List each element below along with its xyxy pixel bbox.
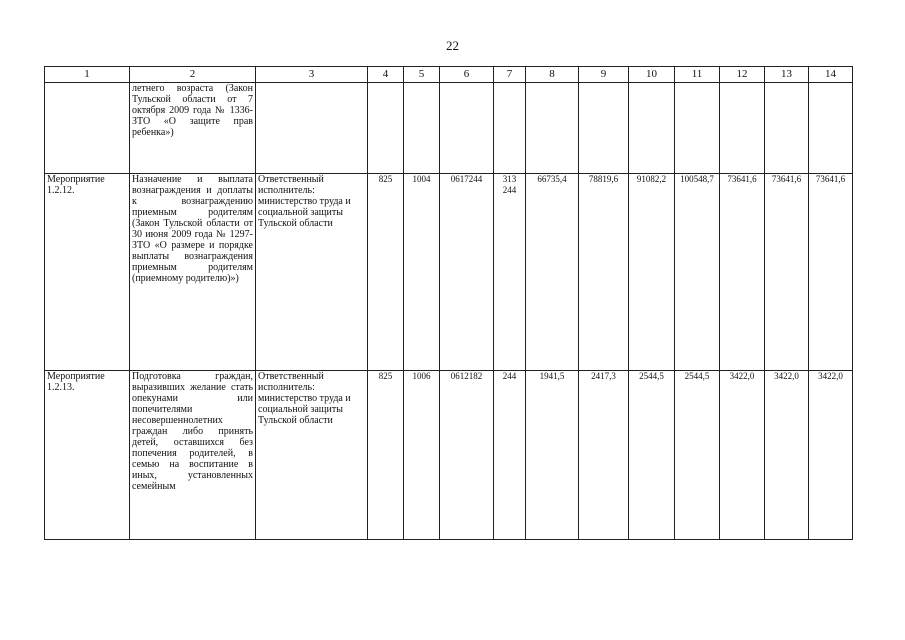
table-row: [45, 371, 853, 540]
header-cell-10: 10: [629, 67, 675, 83]
header-cell-2: 2: [130, 67, 256, 83]
header-row: [45, 67, 853, 83]
expense-type-cell: [494, 83, 526, 174]
section-cell: 1004: [404, 174, 440, 371]
amount-cell-11: 100548,7: [675, 174, 720, 371]
section-cell: [404, 83, 440, 174]
amount-cell-12: 73641,6: [720, 174, 765, 371]
expense-type-cell: 313 244: [494, 174, 526, 371]
amount-cell-10: [629, 83, 675, 174]
target-article-cell: 0617244: [440, 174, 494, 371]
amount-cell-11: [675, 83, 720, 174]
header-cell-7: 7: [494, 67, 526, 83]
amount-cell-13: [765, 83, 809, 174]
amount-cell-10: 2544,5: [629, 371, 675, 540]
amount-cell-9: [579, 83, 629, 174]
header-cell-3: 3: [256, 67, 368, 83]
grbs-cell: 825: [368, 371, 404, 540]
amount-cell-9: 78819,6: [579, 174, 629, 371]
description-cell: Подготовка граждан, выразивших желание стать опекунами или попечителями несовершеннолетних граждан либо принять детей, оставшихся без попечения родителей, в семью на воспитание в иных, установленных семейным: [130, 371, 256, 540]
header-cell-8: 8: [526, 67, 579, 83]
amount-cell-13: 73641,6: [765, 174, 809, 371]
amount-cell-13: 3422,0: [765, 371, 809, 540]
amount-cell-12: [720, 83, 765, 174]
activity-cell: Мероприятие 1.2.12.: [45, 174, 130, 371]
header-cell-5: 5: [404, 67, 440, 83]
header-cell-4: 4: [368, 67, 404, 83]
grbs-cell: 825: [368, 174, 404, 371]
amount-cell-12: 3422,0: [720, 371, 765, 540]
amount-cell-9: 2417,3: [579, 371, 629, 540]
page-number: 22: [446, 38, 459, 53]
amount-cell-8: 66735,4: [526, 174, 579, 371]
amount-cell-10: 91082,2: [629, 174, 675, 371]
section-cell: 1006: [404, 371, 440, 540]
header-cell-12: 12: [720, 67, 765, 83]
header-cell-14: 14: [809, 67, 853, 83]
header-cell-6: 6: [440, 67, 494, 83]
amount-cell-14: [809, 83, 853, 174]
table-row: [45, 174, 853, 371]
amount-cell-14: 3422,0: [809, 371, 853, 540]
amount-cell-8: 1941,5: [526, 371, 579, 540]
amount-cell-14: 73641,6: [809, 174, 853, 371]
header-cell-9: 9: [579, 67, 629, 83]
executor-cell: Ответственный исполнитель: министерство труда и социальной защиты Тульской области: [256, 174, 368, 371]
activity-cell: Мероприятие 1.2.13.: [45, 371, 130, 540]
amount-cell-8: [526, 83, 579, 174]
description-cell: Назначение и выплата вознаграждения и доплаты к вознаграждению приемным родителям (Закон Тульской области от 30 июня 2009 года № 1297-ЗТО «О размере и порядке выплаты вознаграждения приемным родителям (приемному родителю)»): [130, 174, 256, 371]
amount-cell-11: 2544,5: [675, 371, 720, 540]
executor-cell: Ответственный исполнитель: министерство труда и социальной защиты Тульской области: [256, 371, 368, 540]
expense-type-cell: 244: [494, 371, 526, 540]
description-cell: летнего возраста (Закон Тульской области от 7 октября 2009 года № 1336-ЗТО «О защите прав ребенка»): [130, 83, 256, 174]
program-table: [44, 66, 853, 540]
activity-cell: [45, 83, 130, 174]
header-cell-13: 13: [765, 67, 809, 83]
executor-cell: [256, 83, 368, 174]
target-article-cell: [440, 83, 494, 174]
table-row: [45, 83, 853, 174]
header-cell-11: 11: [675, 67, 720, 83]
header-cell-1: 1: [45, 67, 130, 83]
target-article-cell: 0612182: [440, 371, 494, 540]
grbs-cell: [368, 83, 404, 174]
